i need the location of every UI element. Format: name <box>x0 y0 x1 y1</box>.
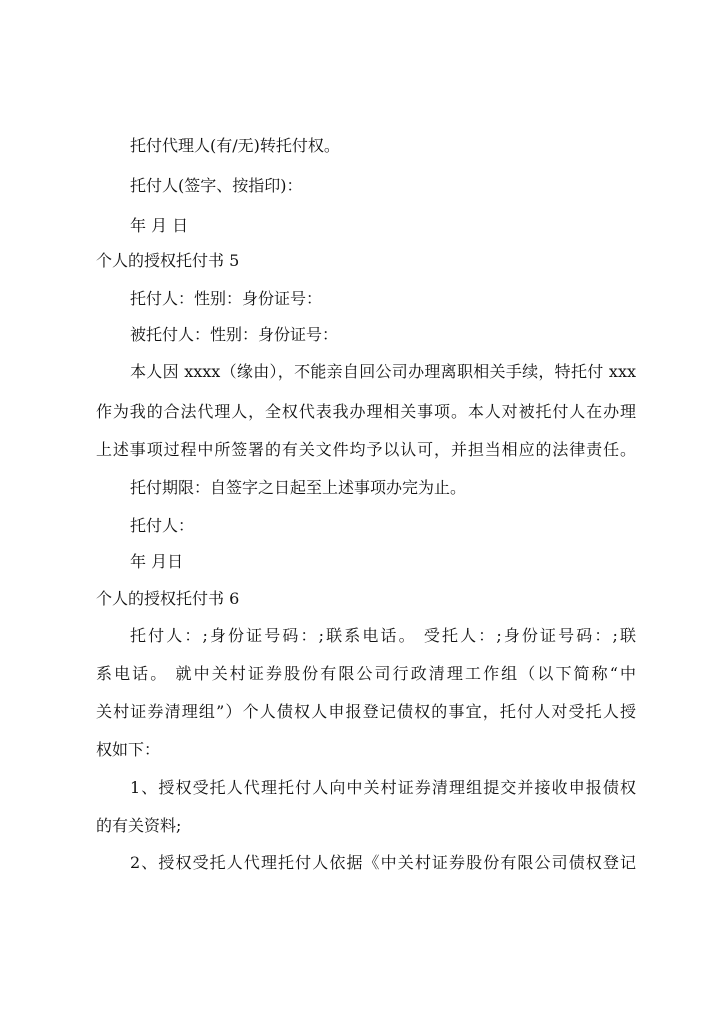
date-line: 年 月日 <box>130 552 184 571</box>
paragraph-line: 本人因 xxxx（缘由），不能亲自回公司办理离职相关手续，特托付 xxx <box>130 362 636 381</box>
date-line: 年 月 日 <box>130 216 189 235</box>
paragraph-line: 关村证券清理组”）个人债权人申报登记债权的事宜，托付人对受托人授 <box>96 702 636 721</box>
paragraph-line: 托付代理人(有/无)转托付权。 <box>130 136 340 155</box>
paragraph-line: 托付期限：自签字之日起至上述事项办完为止。 <box>130 478 467 497</box>
paragraph-line: 上述事项过程中所签署的有关文件均予以认可，并担当相应的法律责任。 <box>96 440 636 459</box>
section-heading: 个人的授权托付书 6 <box>96 589 240 608</box>
paragraph-line: 被托付人：性别：身份证号： <box>130 325 339 344</box>
paragraph-line: 系电话。 就中关村证券股份有限公司行政清理工作组（以下简称“中 <box>96 664 636 683</box>
paragraph-line: 托付人：;身份证号码：;联系电话。 受托人：;身份证号码：;联 <box>130 626 636 645</box>
list-item-line: 1、授权受托人代理托付人向中关村证券清理组提交并接收申报债权 <box>130 778 636 797</box>
paragraph-line: 托付人：性别：身份证号： <box>130 289 323 308</box>
section-heading: 个人的授权托付书 5 <box>96 251 240 270</box>
paragraph-line: 托付人(签字、按指印)： <box>130 176 303 195</box>
list-item-line: 的有关资料; <box>96 816 182 835</box>
paragraph-line: 权如下： <box>96 740 161 759</box>
paragraph-line: 托付人： <box>130 516 195 535</box>
paragraph-line: 作为我的合法代理人，全权代表我办理相关事项。本人对被托付人在办理 <box>96 402 636 421</box>
list-item-line: 2、授权受托人代理托付人依据《中关村证券股份有限公司债权登记 <box>130 853 636 872</box>
